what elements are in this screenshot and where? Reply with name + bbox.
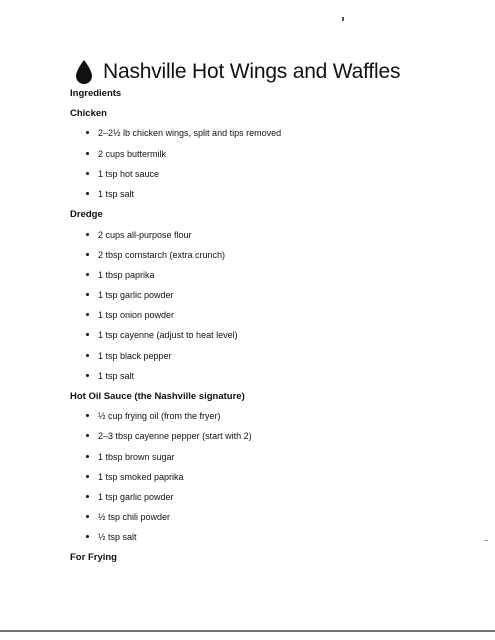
bullet-icon [86, 455, 89, 458]
bullet-icon [86, 253, 89, 256]
section-heading-chicken: Chicken [70, 108, 107, 119]
bullet-icon [86, 192, 89, 195]
title-row [74, 56, 400, 88]
list-item: 1 tbsp brown sugar [86, 452, 175, 462]
bullet-icon [86, 515, 89, 518]
list-item: 1 tsp black pepper [86, 351, 172, 361]
bullet-icon [86, 414, 89, 417]
list-item: 1 tbsp paprika [86, 270, 155, 280]
list-item: ½ tsp salt [86, 532, 137, 542]
list-item: 2 cups all-purpose flour [86, 230, 192, 240]
bullet-icon [86, 495, 89, 498]
list-item: 2 tbsp cornstarch (extra crunch) [86, 250, 225, 260]
bullet-icon [86, 374, 89, 377]
bullet-icon [86, 172, 89, 175]
bullet-icon [86, 152, 89, 155]
section-heading-for-frying: For Frying [70, 552, 117, 563]
bullet-icon [86, 535, 89, 538]
list-item: 1 tsp salt [86, 371, 134, 381]
list-item: 2–3 tbsp cayenne pepper (start with 2) [86, 431, 252, 441]
section-heading-dredge: Dredge [70, 209, 103, 220]
water-drop-icon [74, 59, 94, 85]
bullet-icon [86, 434, 89, 437]
bullet-icon [86, 354, 89, 357]
scan-speck [342, 17, 344, 21]
scan-edge-line [0, 630, 495, 632]
bullet-icon [86, 313, 89, 316]
bullet-icon [86, 293, 89, 296]
list-item: 1 tsp garlic powder [86, 290, 174, 300]
bullet-icon [86, 233, 89, 236]
list-item: 1 tsp smoked paprika [86, 472, 184, 482]
ingredients-heading: Ingredients [70, 88, 122, 99]
scan-speck [484, 540, 488, 541]
list-item: 2–2½ lb chicken wings, split and tips removed [86, 128, 281, 138]
list-item: ½ tsp chili powder [86, 512, 170, 522]
list-item: ½ cup frying oil (from the fryer) [86, 411, 221, 421]
page-title: Nashville Hot Wings and Waffles [103, 60, 401, 83]
bullet-icon [86, 273, 89, 276]
list-item: 1 tsp hot sauce [86, 169, 159, 179]
list-item: 2 cups buttermilk [86, 149, 166, 159]
section-heading-hot-oil-sauce: Hot Oil Sauce (the Nashville signature) [70, 391, 245, 402]
list-item: 1 tsp cayenne (adjust to heat level) [86, 330, 238, 340]
list-item: 1 tsp onion powder [86, 310, 174, 320]
list-item: 1 tsp salt [86, 189, 134, 199]
list-item: 1 tsp garlic powder [86, 492, 174, 502]
bullet-icon [86, 333, 89, 336]
bullet-icon [86, 131, 89, 134]
bullet-icon [86, 475, 89, 478]
